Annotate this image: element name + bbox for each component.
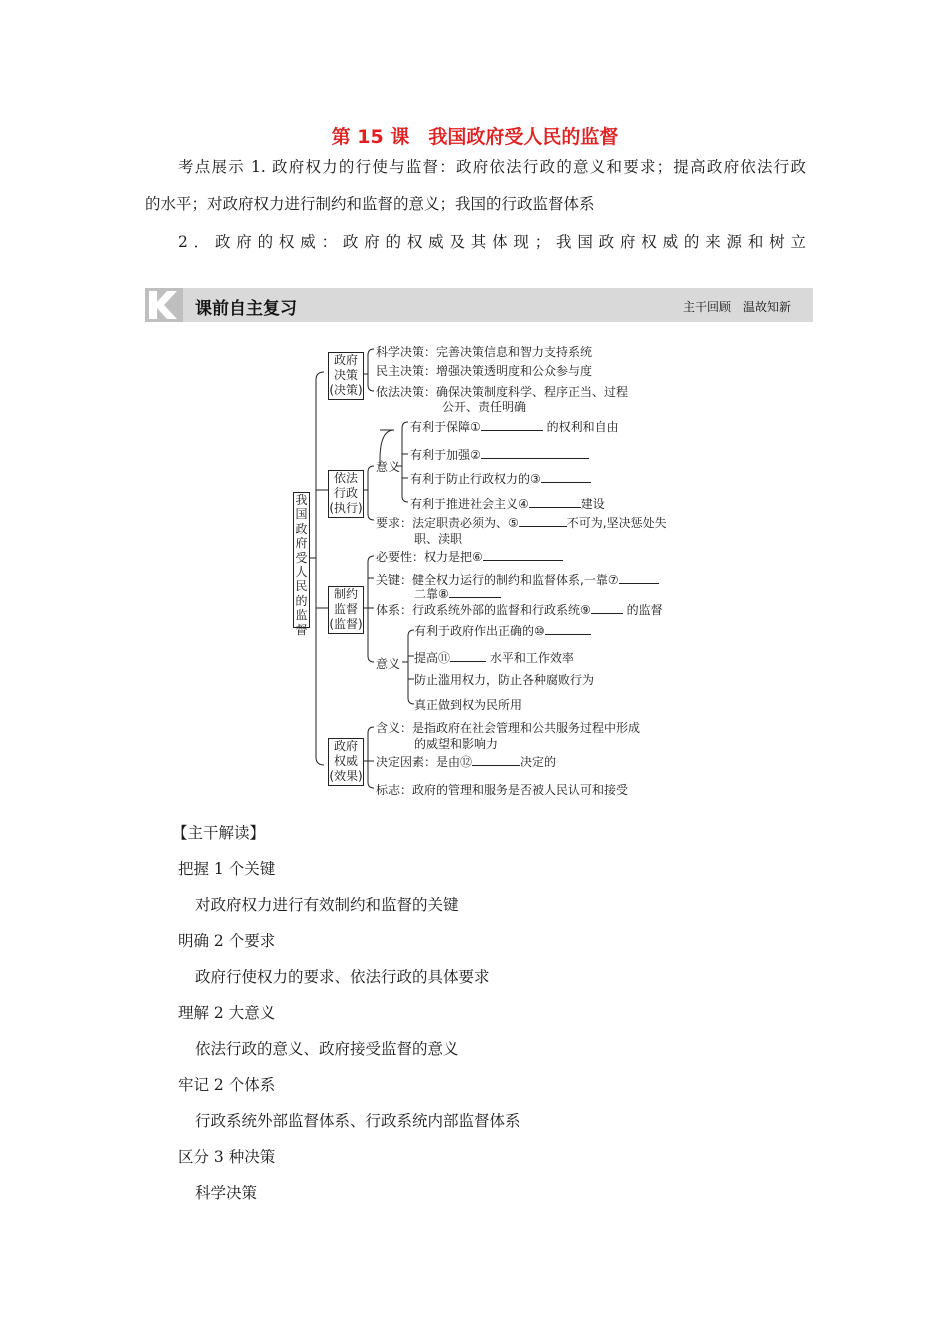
administration-requirement: 要求：法定职责必须为、⑤ 不可为,坚决惩处失 bbox=[376, 516, 667, 530]
section-content-1: 对政府权力进行有效制约和监督的关键 bbox=[195, 896, 459, 914]
node-decision: 政府 决策 (决策) bbox=[328, 352, 364, 400]
authority-sign: 标志：政府的管理和服务是否被人民认可和接受 bbox=[376, 783, 629, 797]
decision-item-1: 科学决策：完善决策信息和智力支持系统 bbox=[376, 345, 593, 359]
administration-requirement-cont: 职、渎职 bbox=[414, 532, 463, 546]
decision-item-3: 依法决策：确保决策制度科学、程序正当、过程 bbox=[376, 385, 629, 399]
banner-title: 课前自主复习 bbox=[195, 299, 297, 319]
supervision-system: 体系：行政系统外部的监督和行政系统⑨ 的监督 bbox=[376, 603, 663, 617]
administration-meaning-2: 有利于加强② bbox=[410, 446, 589, 463]
decision-item-3-cont: 公开、责任明确 bbox=[442, 400, 527, 414]
node-supervision: 制约 监督 (监督) bbox=[328, 586, 364, 634]
supervision-meaning-4: 真正做到权为民所用 bbox=[414, 698, 523, 712]
supervision-yiyi: 意义 bbox=[376, 657, 401, 671]
section-title-2: 明确 2 个要求 bbox=[178, 932, 276, 950]
intro-line-1: 考点展示 1. 政府权力的行使与监督：政府依法行政的意义和要求；提高政府依法行政 bbox=[178, 158, 806, 176]
authority-factor: 决定因素：是由⑫ 决定的 bbox=[376, 755, 557, 769]
section-title-3: 理解 2 大意义 bbox=[178, 1004, 276, 1022]
section-content-2: 政府行使权力的要求、依法行政的具体要求 bbox=[195, 968, 490, 986]
administration-meaning-4: 有利于推进社会主义④ 建设 bbox=[410, 497, 605, 511]
main-reading-header: 【主干解读】 bbox=[172, 824, 266, 842]
section-content-3: 依法行政的意义、政府接受监督的意义 bbox=[195, 1040, 459, 1058]
supervision-meaning-2: 提高⑪ 水平和工作效率 bbox=[414, 651, 574, 665]
section-title-1: 把握 1 个关键 bbox=[178, 860, 276, 878]
supervision-key-cont: 二靠⑧ bbox=[414, 585, 501, 602]
supervision-meaning-1: 有利于政府作出正确的⑩ bbox=[414, 622, 591, 639]
k-logo-icon bbox=[145, 288, 183, 322]
section-title-4: 牢记 2 个体系 bbox=[178, 1076, 276, 1094]
lesson-title: 第 15 课 我国政府受人民的监督 bbox=[331, 126, 619, 148]
node-authority: 政府 权威 (效果) bbox=[328, 738, 364, 786]
banner-subtitle: 主干回顾 温故知新 bbox=[682, 300, 791, 314]
supervision-meaning-3: 防止滥用权力，防止各种腐败行为 bbox=[414, 673, 595, 687]
node-administration: 依法 行政 (执行) bbox=[328, 470, 364, 518]
authority-meaning-cont: 的威望和影响力 bbox=[414, 737, 499, 751]
administration-yiyi: 意义 bbox=[376, 460, 401, 474]
section-content-4: 行政系统外部监督体系、行政系统内部监督体系 bbox=[195, 1112, 521, 1130]
section-banner bbox=[145, 288, 813, 322]
decision-item-2: 民主决策：增强决策透明度和公众参与度 bbox=[376, 364, 593, 378]
root-node: 我国政府受人民的监督 bbox=[293, 492, 310, 628]
authority-meaning: 含义：是指政府在社会管理和公共服务过程中形成 bbox=[376, 721, 641, 735]
intro-line-3: 2．政府的权威：政府的权威及其体现；我国政府权威的来源和树立 bbox=[178, 233, 806, 251]
administration-meaning-3: 有利于防止行政权力的③ bbox=[410, 470, 591, 487]
section-content-5: 科学决策 bbox=[195, 1184, 258, 1202]
administration-meaning-1: 有利于保障① 的权利和自由 bbox=[410, 420, 619, 434]
supervision-key: 关键：健全权力运行的制约和监督体系,一靠⑦ bbox=[376, 571, 659, 588]
intro-line-2: 的水平；对政府权力进行制约和监督的意义；我国的行政监督体系 bbox=[145, 195, 595, 213]
supervision-necessity: 必要性：权力是把⑥ bbox=[376, 548, 563, 565]
section-title-5: 区分 3 种决策 bbox=[178, 1148, 276, 1166]
